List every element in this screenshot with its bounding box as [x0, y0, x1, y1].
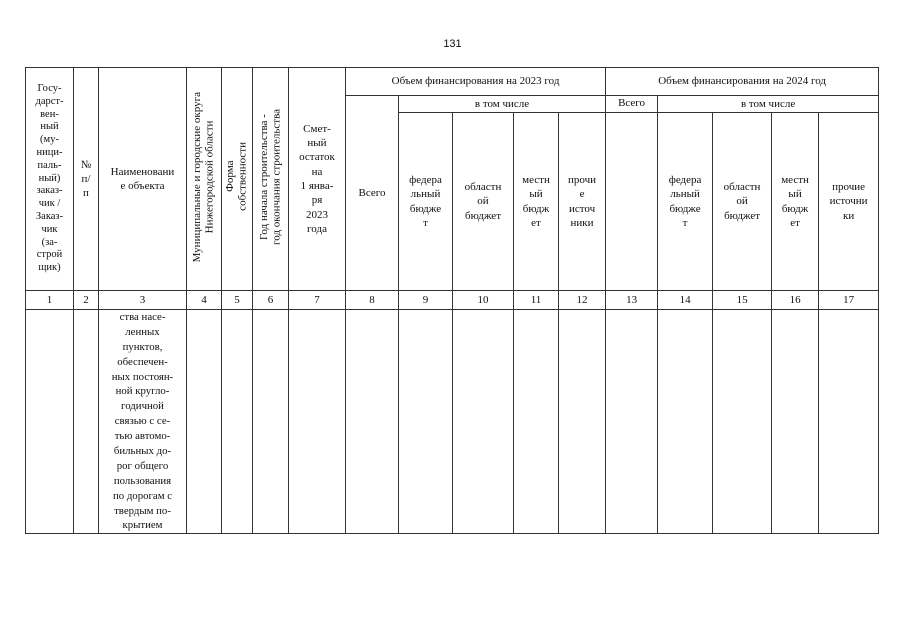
header-local-2023: местн ый бюдж ет — [514, 113, 559, 291]
table-cell — [772, 310, 819, 534]
header-regional-2023: областн ой бюджет — [453, 113, 514, 291]
header-customer: Госу- дарст- вен- ный (му- ници- паль- ный) заказ- чик / Заказ- чик (за- строй щик) — [26, 68, 74, 291]
header-municipal: Муниципальные и городские округа Нижегородской области — [191, 91, 216, 263]
table-cell — [713, 310, 772, 534]
table-cell — [819, 310, 879, 534]
column-number: 17 — [819, 291, 879, 310]
header-including-2023: в том числе — [399, 96, 606, 113]
table-cell — [514, 310, 559, 534]
column-number: 13 — [606, 291, 658, 310]
header-years-cell — [253, 68, 289, 291]
table-cell — [399, 310, 453, 534]
header-ownership-cell — [222, 68, 253, 291]
column-number: 7 — [289, 291, 346, 310]
object-name-cell: ства насе- ленных пунктов, обеспечен- ных постоян- ной кругло- годичной связью с се- тью автомо- бильных до- рог общего пользования по дорогам с твердым по- крытием — [99, 310, 187, 534]
page-number: 131 — [443, 38, 462, 50]
header-federal-2024: федера льный бюдже т — [658, 113, 713, 291]
column-number: 15 — [713, 291, 772, 310]
table-cell — [606, 310, 658, 534]
column-number: 11 — [514, 291, 559, 310]
header-object-name: Наименовани е объекта — [99, 68, 187, 291]
table-cell — [559, 310, 606, 534]
table-row — [26, 310, 879, 534]
column-number: 8 — [346, 291, 399, 310]
header-total-2023: Всего — [346, 96, 399, 291]
column-number: 2 — [74, 291, 99, 310]
column-number: 3 — [99, 291, 187, 310]
table-cell — [658, 310, 713, 534]
header-local-2024: местн ый бюдж ет — [772, 113, 819, 291]
header-federal-2023: федера льный бюдже т — [399, 113, 453, 291]
header-other-2023: прочи е источ ники — [559, 113, 606, 291]
header-including-2024: в том числе — [658, 96, 879, 113]
table-cell — [289, 310, 346, 534]
header-total-2024-blank — [606, 113, 658, 291]
header-total-2024: Всего — [606, 96, 658, 113]
column-number: 1 — [26, 291, 74, 310]
table-cell — [222, 310, 253, 534]
header-years: Год начала строительства - год окончания строительства — [257, 108, 283, 245]
header-regional-2024: областн ой бюджет — [713, 113, 772, 291]
column-number: 12 — [559, 291, 606, 310]
header-row-number: № п/ п — [74, 68, 99, 291]
financing-table — [25, 67, 879, 534]
table-cell — [346, 310, 399, 534]
column-number: 16 — [772, 291, 819, 310]
table-cell — [26, 310, 74, 534]
column-number: 9 — [399, 291, 453, 310]
header-ownership: Форма собственности — [224, 142, 249, 212]
table-cell — [453, 310, 514, 534]
header-municipal-cell — [187, 68, 222, 291]
header-financing-2024: Объем финансирования на 2024 год — [606, 68, 879, 96]
column-number: 6 — [253, 291, 289, 310]
header-other-2024: прочие источни ки — [819, 113, 879, 291]
column-number: 5 — [222, 291, 253, 310]
table-cell — [253, 310, 289, 534]
column-number: 14 — [658, 291, 713, 310]
column-numbers-row — [26, 291, 879, 310]
table-cell — [187, 310, 222, 534]
column-number: 4 — [187, 291, 222, 310]
header-financing-2023: Объем финансирования на 2023 год — [346, 68, 606, 96]
table-cell — [74, 310, 99, 534]
header-estimate: Смет- ный остаток на 1 янва- ря 2023 года — [289, 68, 346, 291]
column-number: 10 — [453, 291, 514, 310]
